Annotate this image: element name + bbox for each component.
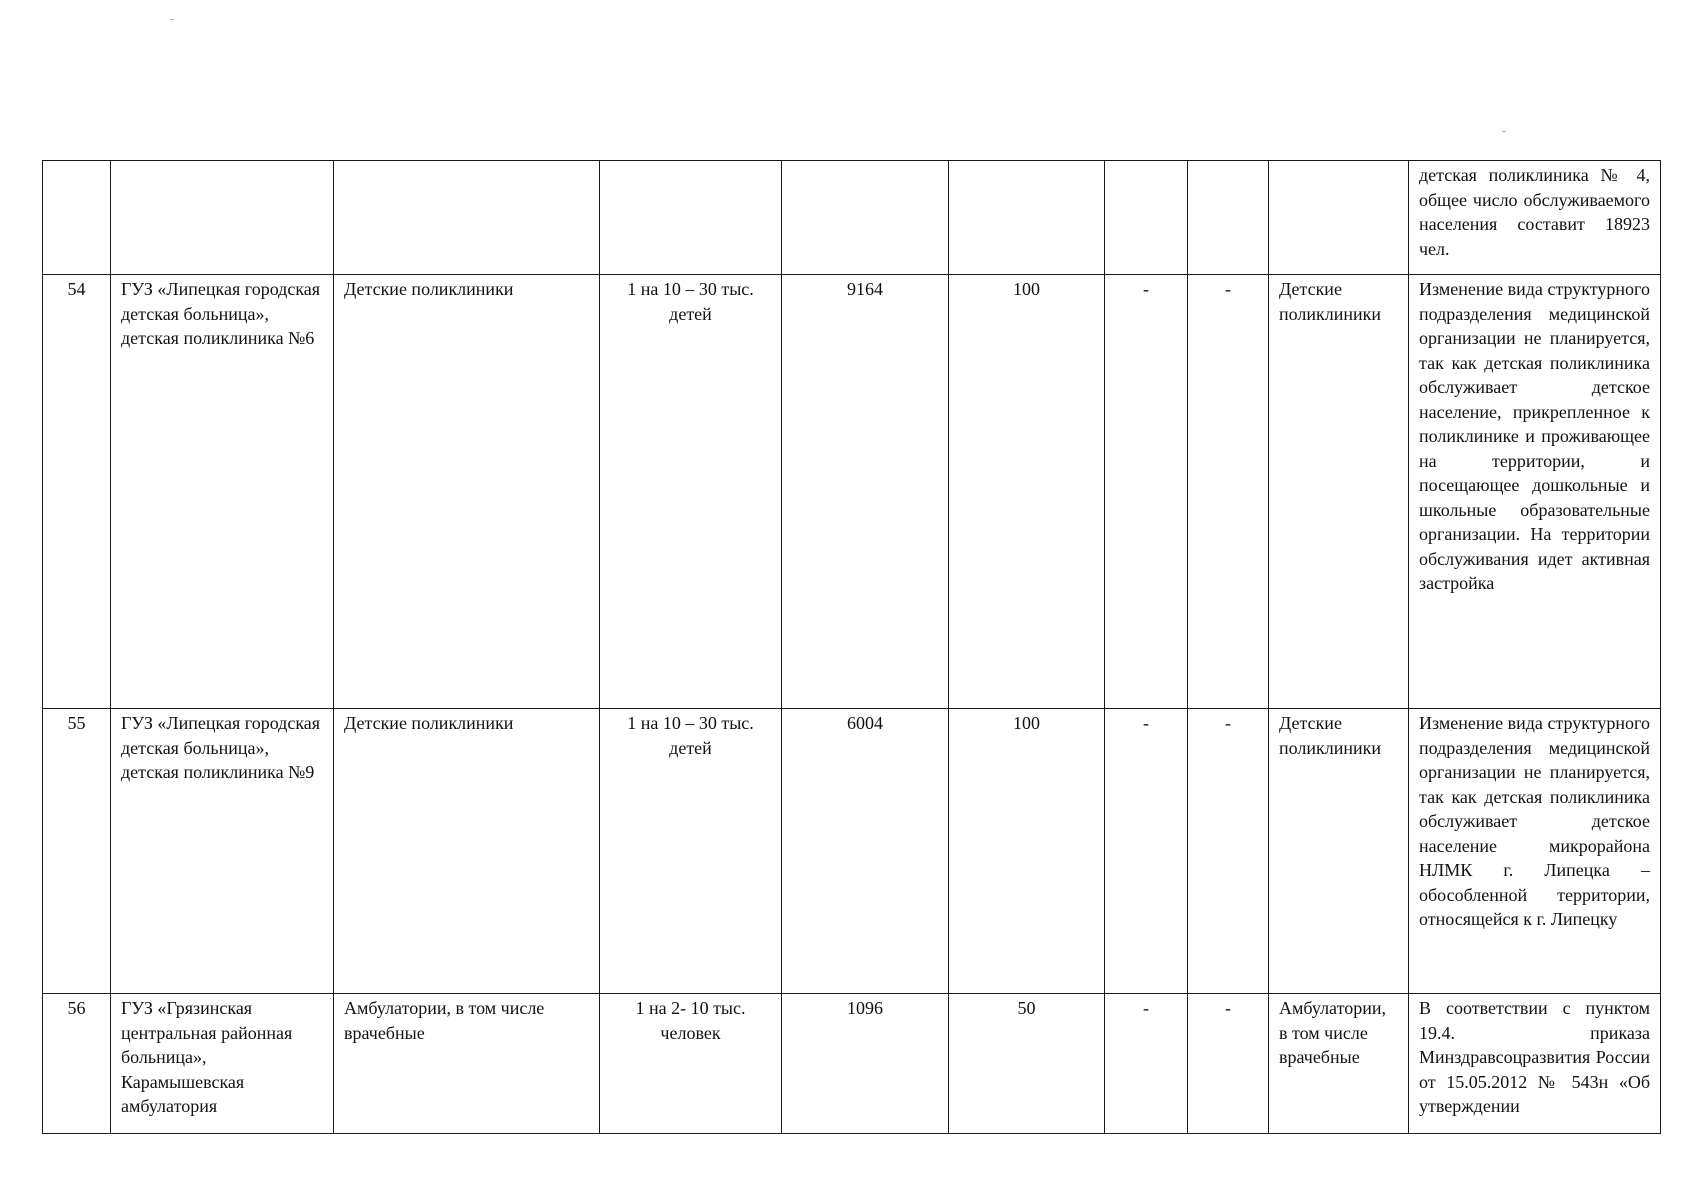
served-population-cell: 1096 <box>782 994 949 1134</box>
row-number: 56 <box>43 994 111 1134</box>
organization-cell: ГУЗ «Грязинская центральная районная больница», Карамышевская амбулатория <box>111 994 334 1134</box>
proposed-type-cell: Детские поликлиники <box>1269 709 1409 994</box>
norm-cell: 1 на 10 – 30 тыс. детей <box>600 709 782 994</box>
note-cell: Изменение вида структурного подразделения медицинской организации не планируется, так как детская поликлиника обслуживает детское население, прикрепленное к поликлинике и проживающее на территории, и посещающее дошкольные и школьные образовательные организации. На территории обслуживания идет активная застройка <box>1409 275 1661 709</box>
table-row <box>43 161 1661 275</box>
proposed-type-cell <box>1269 161 1409 275</box>
unit-type-cell: Амбулатории, в том числе врачебные <box>334 994 600 1134</box>
column-7-cell: - <box>1105 275 1188 709</box>
row-number: 54 <box>43 275 111 709</box>
medical-units-table <box>42 160 1661 1134</box>
note-cell: детская поликлиника № 4, общее число обслуживаемого населения составит 18923 чел. <box>1409 161 1661 275</box>
column-8-cell: - <box>1188 275 1269 709</box>
percent-cell: 100 <box>949 709 1105 994</box>
proposed-type-cell: Детские поликлиники <box>1269 275 1409 709</box>
note-cell: В соответствии с пунктом 19.4. приказа Минздравсоцразвития России от 15.05.2012 № 543н «Об утверждении <box>1409 994 1661 1134</box>
percent-cell: 50 <box>949 994 1105 1134</box>
organization-cell: ГУЗ «Липецкая городская детская больница», детская поликлиника №9 <box>111 709 334 994</box>
norm-cell: 1 на 10 – 30 тыс. детей <box>600 275 782 709</box>
served-population-cell: 6004 <box>782 709 949 994</box>
table-row <box>43 275 1661 709</box>
table-row <box>43 994 1661 1134</box>
column-7-cell: - <box>1105 994 1188 1134</box>
column-8-cell: - <box>1188 709 1269 994</box>
column-7-cell <box>1105 161 1188 275</box>
organization-cell: ГУЗ «Липецкая городская детская больница», детская поликлиника №6 <box>111 275 334 709</box>
note-cell: Изменение вида структурного подразделения медицинской организации не планируется, так как детская поликлиника обслуживает детское население микрорайона НЛМК г. Липецка – обособленной территории, относящейся к г. Липецку <box>1409 709 1661 994</box>
unit-type-cell: Детские поликлиники <box>334 275 600 709</box>
row-number: 55 <box>43 709 111 994</box>
column-8-cell: - <box>1188 994 1269 1134</box>
percent-cell: 100 <box>949 275 1105 709</box>
proposed-type-cell: Амбулатории, в том числе врачебные <box>1269 994 1409 1134</box>
served-population-cell <box>782 161 949 275</box>
table-row <box>43 709 1661 994</box>
row-number <box>43 161 111 275</box>
norm-cell: 1 на 2- 10 тыс. человек <box>600 994 782 1134</box>
column-8-cell <box>1188 161 1269 275</box>
organization-cell <box>111 161 334 275</box>
column-7-cell: - <box>1105 709 1188 994</box>
served-population-cell: 9164 <box>782 275 949 709</box>
norm-cell <box>600 161 782 275</box>
unit-type-cell: Детские поликлиники <box>334 709 600 994</box>
scan-speck <box>170 19 174 20</box>
scan-speck <box>1502 131 1506 132</box>
percent-cell <box>949 161 1105 275</box>
unit-type-cell <box>334 161 600 275</box>
